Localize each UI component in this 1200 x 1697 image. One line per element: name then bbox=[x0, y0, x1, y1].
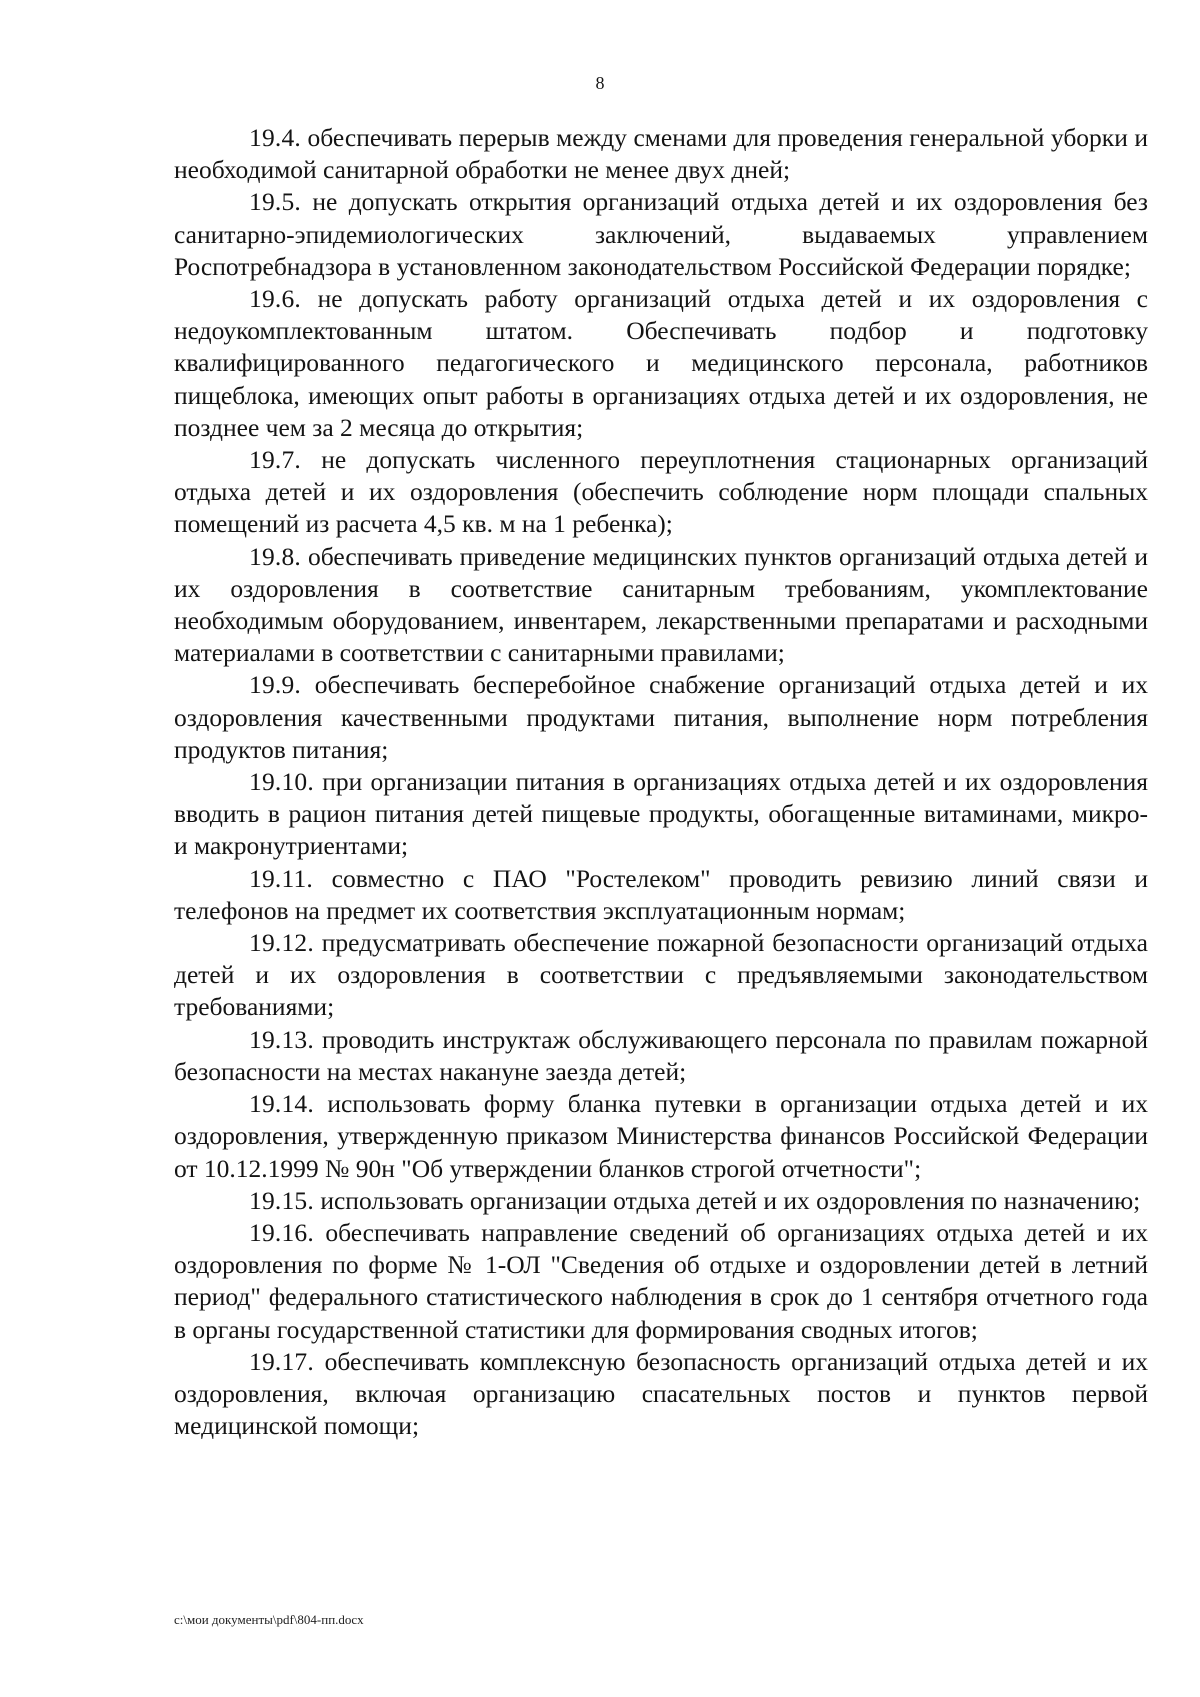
paragraph-text: при организации питания в организациях отдыха детей и их оздоровления вводить в рацион питания детей пищевые продукты, обогащенные витаминами, микро- и макронутриентами; bbox=[174, 767, 1149, 861]
paragraph-text: предусматривать обеспечение пожарной безопасности организаций отдыха детей и их оздоровления в соответствии с предъявляемыми законодательством требованиями; bbox=[174, 928, 1149, 1022]
document-body bbox=[174, 122, 1148, 1442]
paragraph-number: 19.8. bbox=[249, 541, 301, 571]
paragraph-19-14 bbox=[174, 1088, 1148, 1185]
paragraph-text: совместно с ПАО "Ростелеком" проводить ревизию линий связи и телефонов на предмет их соответствия эксплуатационным нормам; bbox=[174, 863, 1148, 925]
paragraph-19-11 bbox=[174, 863, 1148, 927]
paragraph-number: 19.12. bbox=[249, 928, 314, 958]
paragraph-text: использовать форму бланка путевки в организации отдыха детей и их оздоровления, утвержденную приказом Министерства финансов Российской Федерации от 10.12.1999 № 90н "Об утверждении бланков строгой отчетности"; bbox=[174, 1089, 1148, 1183]
paragraph-19-5 bbox=[174, 186, 1148, 283]
paragraph-text: проводить инструктаж обслуживающего персонала по правилам пожарной безопасности на местах накануне заезда детей; bbox=[174, 1024, 1148, 1086]
paragraph-19-10 bbox=[174, 766, 1148, 863]
paragraph-number: 19.15. bbox=[249, 1185, 314, 1215]
paragraph-number: 19.14. bbox=[249, 1089, 314, 1119]
footer-file-path: c:\мои документы\pdf\804-пп.docx bbox=[174, 1612, 364, 1627]
paragraph-number: 19.17. bbox=[249, 1346, 314, 1376]
paragraph-text: обеспечивать комплексную безопасность организаций отдыха детей и их оздоровления, включая организацию спасательных постов и пунктов первой медицинской помощи; bbox=[174, 1346, 1148, 1441]
paragraph-number: 19.13. bbox=[249, 1024, 314, 1054]
paragraph-text: использовать организации отдыха детей и их оздоровления по назначению; bbox=[320, 1185, 1141, 1215]
paragraph-number: 19.5. bbox=[249, 187, 301, 217]
paragraph-text: обеспечивать перерыв между сменами для проведения генеральной уборки и необходимой санитарной обработки не менее двух дней; bbox=[174, 123, 1149, 185]
paragraph-text: не допускать работу организаций отдыха детей и их оздоровления с недоукомплектованным штатом. Обеспечивать подбор и подготовку квалифицированного педагогического и медицинского персонала, работников пищеблока, имеющих опыт работы в организациях отдыха детей и их оздоровления, не позднее чем за 2 месяца до открытия; bbox=[174, 284, 1148, 442]
paragraph-text: обеспечивать приведение медицинских пунктов организаций отдыха детей и их оздоровления в соответствие санитарным требованиям, укомплектование необходимым оборудованием, инвентарем, лекарственными препаратами и расходными материалами в соответствии с санитарными правилами; bbox=[174, 541, 1148, 668]
paragraph-text: не допускать численного переуплотнения стационарных организаций отдыха детей и их оздоровления (обеспечить соблюдение норм площади спальных помещений из расчета 4,5 кв. м на 1 ребенка); bbox=[174, 445, 1148, 539]
paragraph-19-8 bbox=[174, 541, 1148, 670]
paragraph-number: 19.6. bbox=[249, 284, 301, 314]
paragraph-number: 19.9. bbox=[249, 670, 301, 700]
paragraph-19-15 bbox=[174, 1185, 1148, 1217]
paragraph-number: 19.10. bbox=[249, 767, 314, 797]
paragraph-19-7 bbox=[174, 444, 1148, 541]
paragraph-19-6 bbox=[174, 283, 1148, 444]
paragraph-text: не допускать открытия организаций отдыха детей и их оздоровления без санитарно-эпидемиологических заключений, выдаваемых управлением Роспотребнадзора в установленном законодательством Российской Федерации порядке; bbox=[174, 187, 1148, 281]
paragraph-number: 19.16. bbox=[249, 1217, 314, 1247]
paragraph-19-4 bbox=[174, 122, 1148, 186]
paragraph-number: 19.7. bbox=[249, 445, 301, 475]
paragraph-19-12 bbox=[174, 927, 1148, 1024]
paragraph-text: обеспечивать бесперебойное снабжение организаций отдыха детей и их оздоровления качественными продуктами питания, выполнение норм потребления продуктов питания; bbox=[174, 670, 1149, 764]
paragraph-number: 19.11. bbox=[249, 863, 314, 893]
paragraph-19-17 bbox=[174, 1346, 1148, 1443]
paragraph-19-16 bbox=[174, 1217, 1148, 1346]
paragraph-19-13 bbox=[174, 1024, 1148, 1088]
paragraph-number: 19.4. bbox=[249, 123, 301, 152]
page-number: 8 bbox=[595, 73, 605, 93]
paragraph-19-9 bbox=[174, 669, 1148, 766]
paragraph-text: обеспечивать направление сведений об организациях отдыха детей и их оздоровления по форме № 1-ОЛ "Сведения об отдыхе и оздоровлении детей в летний период" федерального статистического наблюдения в срок до 1 сентября отчетного года в органы государственной статистики для формирования сводных итогов; bbox=[174, 1217, 1148, 1344]
